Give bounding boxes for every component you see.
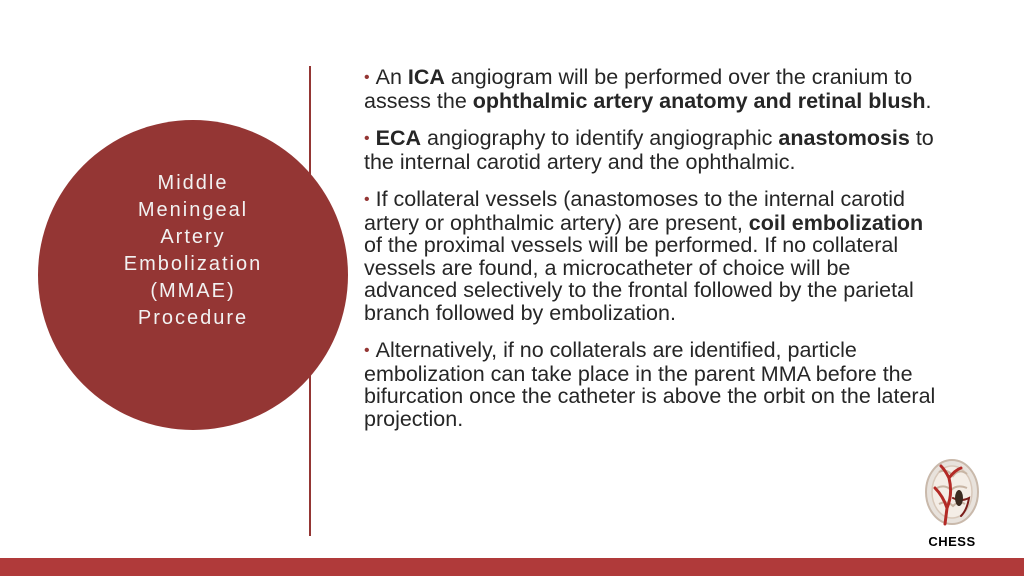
bullet-text [364,65,932,113]
bullet-dot-icon: • [364,342,370,359]
bold-segment: ECA [375,126,422,150]
circle-title-line: (MMAE) [150,280,236,302]
text-segment: angiography to identify angiographic [421,126,779,150]
text-segment: . [925,88,932,113]
circle-title-line: Meningeal [137,199,249,221]
footer-bar [0,558,1024,576]
bullet-item [364,188,944,324]
text-segment: An [375,65,408,89]
bold-segment: coil embolization [748,210,924,235]
text-segment: If collateral vessels (anastomoses to the internal carotid artery or ophthalmic artery) are present, [364,187,906,235]
text-segment: to the internal carotid artery and the ophthalmic. [364,126,934,174]
text-segment: angiogram will be performed over the cranium to assess the [364,65,913,113]
circle-title [93,170,293,332]
bullet-text [364,187,923,325]
bullet-text [364,126,934,174]
circle-title-line: Procedure [137,307,249,329]
bold-segment: ophthalmic artery anatomy and retinal blush [472,88,926,113]
circle-title-line: Embolization [123,253,263,275]
bullet-list [364,66,944,445]
vertical-divider [309,66,311,536]
circle-title-line: Middle [157,172,229,194]
bullet-text [364,338,935,431]
bullet-dot-icon: • [364,69,370,86]
bullet-item [364,127,944,173]
circle-title-line: Artery [160,226,226,248]
text-segment: Alternatively, if no collaterals are identified, particle embolization can take place in the parent MMA before the bifurcation once the catheter is above the orbit on the lateral projection. [364,338,936,431]
text-segment: of the proximal vessels will be performed. If no collateral vessels are found, a microcatheter of choice will be advanced selectively to the frontal followed by the parietal branch followed by embolization. [364,233,914,325]
logo-text: CHESS [928,534,976,549]
brain-vessel-icon [923,458,981,530]
bullet-item [364,66,944,112]
bullet-dot-icon: • [364,130,370,147]
chess-logo [918,458,986,549]
bold-segment: anastomosis [778,126,910,150]
bullet-item [364,339,944,430]
title-circle [38,120,348,430]
bold-segment: ICA [407,65,445,89]
bullet-dot-icon: • [364,191,370,208]
